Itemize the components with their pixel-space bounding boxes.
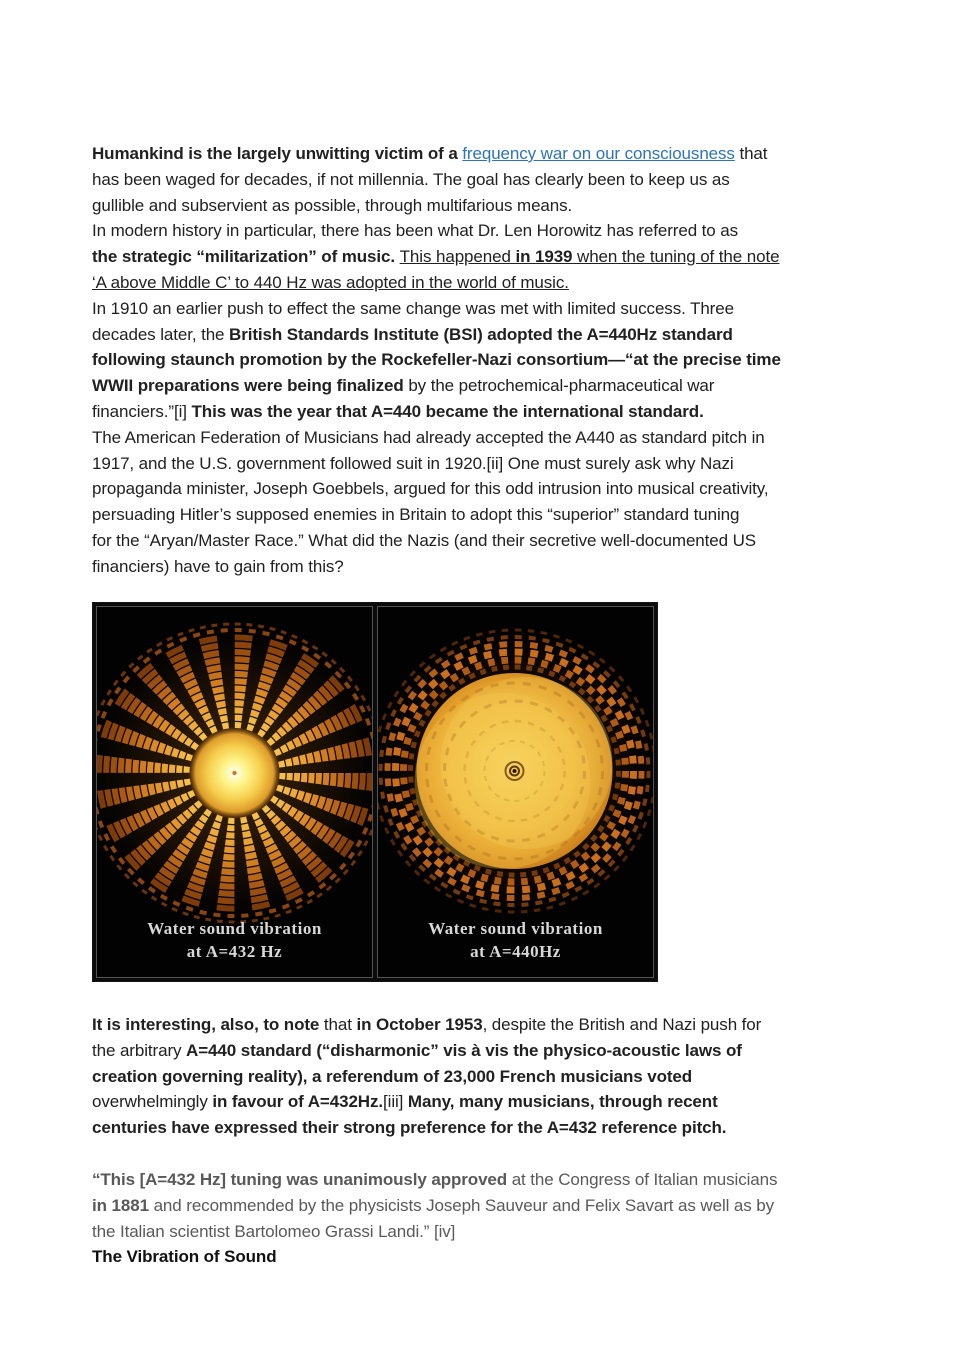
text-line <box>92 167 922 193</box>
document-body-bottom <box>92 1012 922 1270</box>
text-segment: The American Federation of Musicians had already accepted the A440 as standard pitch in <box>92 427 765 447</box>
text-segment: propaganda minister, Joseph Goebbels, argued for this odd intrusion into musical creativity, <box>92 479 769 499</box>
paragraph <box>92 1012 922 1141</box>
text-line <box>92 554 922 580</box>
text-segment: has been waged for decades, if not millennia. The goal has clearly been to keep us as <box>92 169 730 189</box>
text-segment: In modern history in particular, there has been what Dr. Len Horowitz has referred to as <box>92 221 739 241</box>
text-segment: by the petrochemical-pharmaceutical war <box>403 376 715 396</box>
text-segment: decades later, the <box>92 324 230 344</box>
text-segment: 1917, and the U.S. government followed suit in 1920.[ii] One must surely ask why Nazi <box>92 453 734 473</box>
text-segment: at the Congress of Italian musicians <box>511 1169 778 1189</box>
document-body-top <box>92 141 922 580</box>
text-segment: It is interesting, also, to note <box>92 1015 324 1034</box>
text-segment: gullible and subservient as possible, through multifarious means. <box>92 195 573 215</box>
text-line <box>92 1012 922 1038</box>
text-line <box>92 476 922 502</box>
text-segment: the arbitrary <box>92 1040 187 1060</box>
text-segment: creation governing reality), a referendum of 23,000 French musicians voted <box>92 1066 693 1086</box>
text-segment: overwhelmingly <box>92 1092 213 1112</box>
caption-440 <box>378 917 653 963</box>
text-segment: The Vibration of Sound <box>92 1247 277 1267</box>
cymatics-panel-432 <box>96 606 373 978</box>
text-line <box>92 322 922 348</box>
text-segment: the strategic “militarization” of music. <box>92 247 400 267</box>
text-segment: This was the year that A=440 became the international standard. <box>191 401 704 421</box>
text-line <box>92 1244 922 1270</box>
text-segment: ‘A above Middle C’ to 440 Hz was adopted in the world of music. <box>92 272 569 292</box>
text-segment: persuading Hitler’s supposed enemies in Britain to adopt this “superior” standard tuning <box>92 505 740 525</box>
cymatics-panel-440 <box>377 606 654 978</box>
text-segment: that <box>734 144 768 163</box>
caption-440-line1: Water sound vibration <box>428 919 603 938</box>
text-segment: in favour of A=432Hz. <box>212 1092 384 1112</box>
text-segment: following staunch promotion by the Rockefeller-Nazi consortium—“at the precise time <box>92 350 781 370</box>
cymatics-figure <box>92 602 658 982</box>
text-line <box>92 270 922 296</box>
caption-432 <box>97 917 372 963</box>
text-segment: financiers) have to gain from this? <box>92 556 344 576</box>
text-segment: “This [A=432 Hz] tuning was unanimously approved <box>92 1169 512 1189</box>
text-line <box>92 296 922 322</box>
text-line <box>92 347 922 373</box>
text-segment: when the tuning of the note <box>572 247 780 267</box>
text-line <box>92 1167 922 1193</box>
text-segment: in October 1953 <box>356 1015 483 1034</box>
text-line <box>92 528 922 554</box>
text-line <box>92 502 922 528</box>
text-segment: WWII preparations were being finalized <box>92 376 404 396</box>
text-segment: for the “Aryan/Master Race.” What did the Nazis (and their secretive well-documented US <box>92 530 757 550</box>
text-line <box>92 373 922 399</box>
text-line <box>92 425 922 451</box>
text-line <box>92 1219 922 1245</box>
text-line <box>92 244 922 270</box>
text-segment: and recommended by the physicists Joseph Sauveur and Felix Savart as well as by <box>148 1195 775 1215</box>
text-line <box>92 141 922 167</box>
text-segment: , despite the British and Nazi push for <box>482 1015 762 1034</box>
text-segment: the Italian scientist Bartolomeo Grassi Landi.” [iv] <box>92 1221 456 1241</box>
paragraph <box>92 1167 922 1270</box>
text-segment: A=440 standard (“disharmonic” vis à vis the physico-acoustic laws of <box>186 1040 742 1060</box>
text-line <box>92 399 922 425</box>
text-segment: In 1910 an earlier push to effect the same change was met with limited success. Three <box>92 298 734 318</box>
center-dot-432 <box>232 771 236 775</box>
text-segment: in 1881 <box>92 1195 149 1215</box>
text-line <box>92 193 922 219</box>
text-line <box>92 451 922 477</box>
text-line <box>92 1038 922 1064</box>
text-segment: [iii] <box>383 1092 408 1112</box>
text-segment: Humankind is the largely unwitting victim of a <box>92 144 463 163</box>
text-segment: Many, many musicians, through recent <box>407 1092 718 1112</box>
text-line <box>92 1193 922 1219</box>
text-segment: that <box>323 1015 357 1034</box>
hyperlink[interactable]: frequency war on our consciousness <box>462 144 735 163</box>
caption-432-line2: at A=432 Hz <box>186 942 283 961</box>
text-segment: British Standards Institute (BSI) adopted the A=440Hz standard <box>229 324 733 344</box>
text-segment: financiers.”[i] <box>92 401 192 421</box>
center-dot-440 <box>513 769 517 773</box>
text-segment: This happened <box>399 247 516 267</box>
text-line <box>92 1064 922 1090</box>
text-line <box>92 1089 922 1115</box>
caption-440-line2: at A=440Hz <box>470 942 561 961</box>
text-line <box>92 218 922 244</box>
text-segment: centuries have expressed their strong preference for the A=432 reference pitch. <box>92 1118 727 1138</box>
paragraph <box>92 141 922 580</box>
caption-432-line1: Water sound vibration <box>147 919 322 938</box>
text-segment: in 1939 <box>515 247 573 267</box>
text-line <box>92 1115 922 1141</box>
